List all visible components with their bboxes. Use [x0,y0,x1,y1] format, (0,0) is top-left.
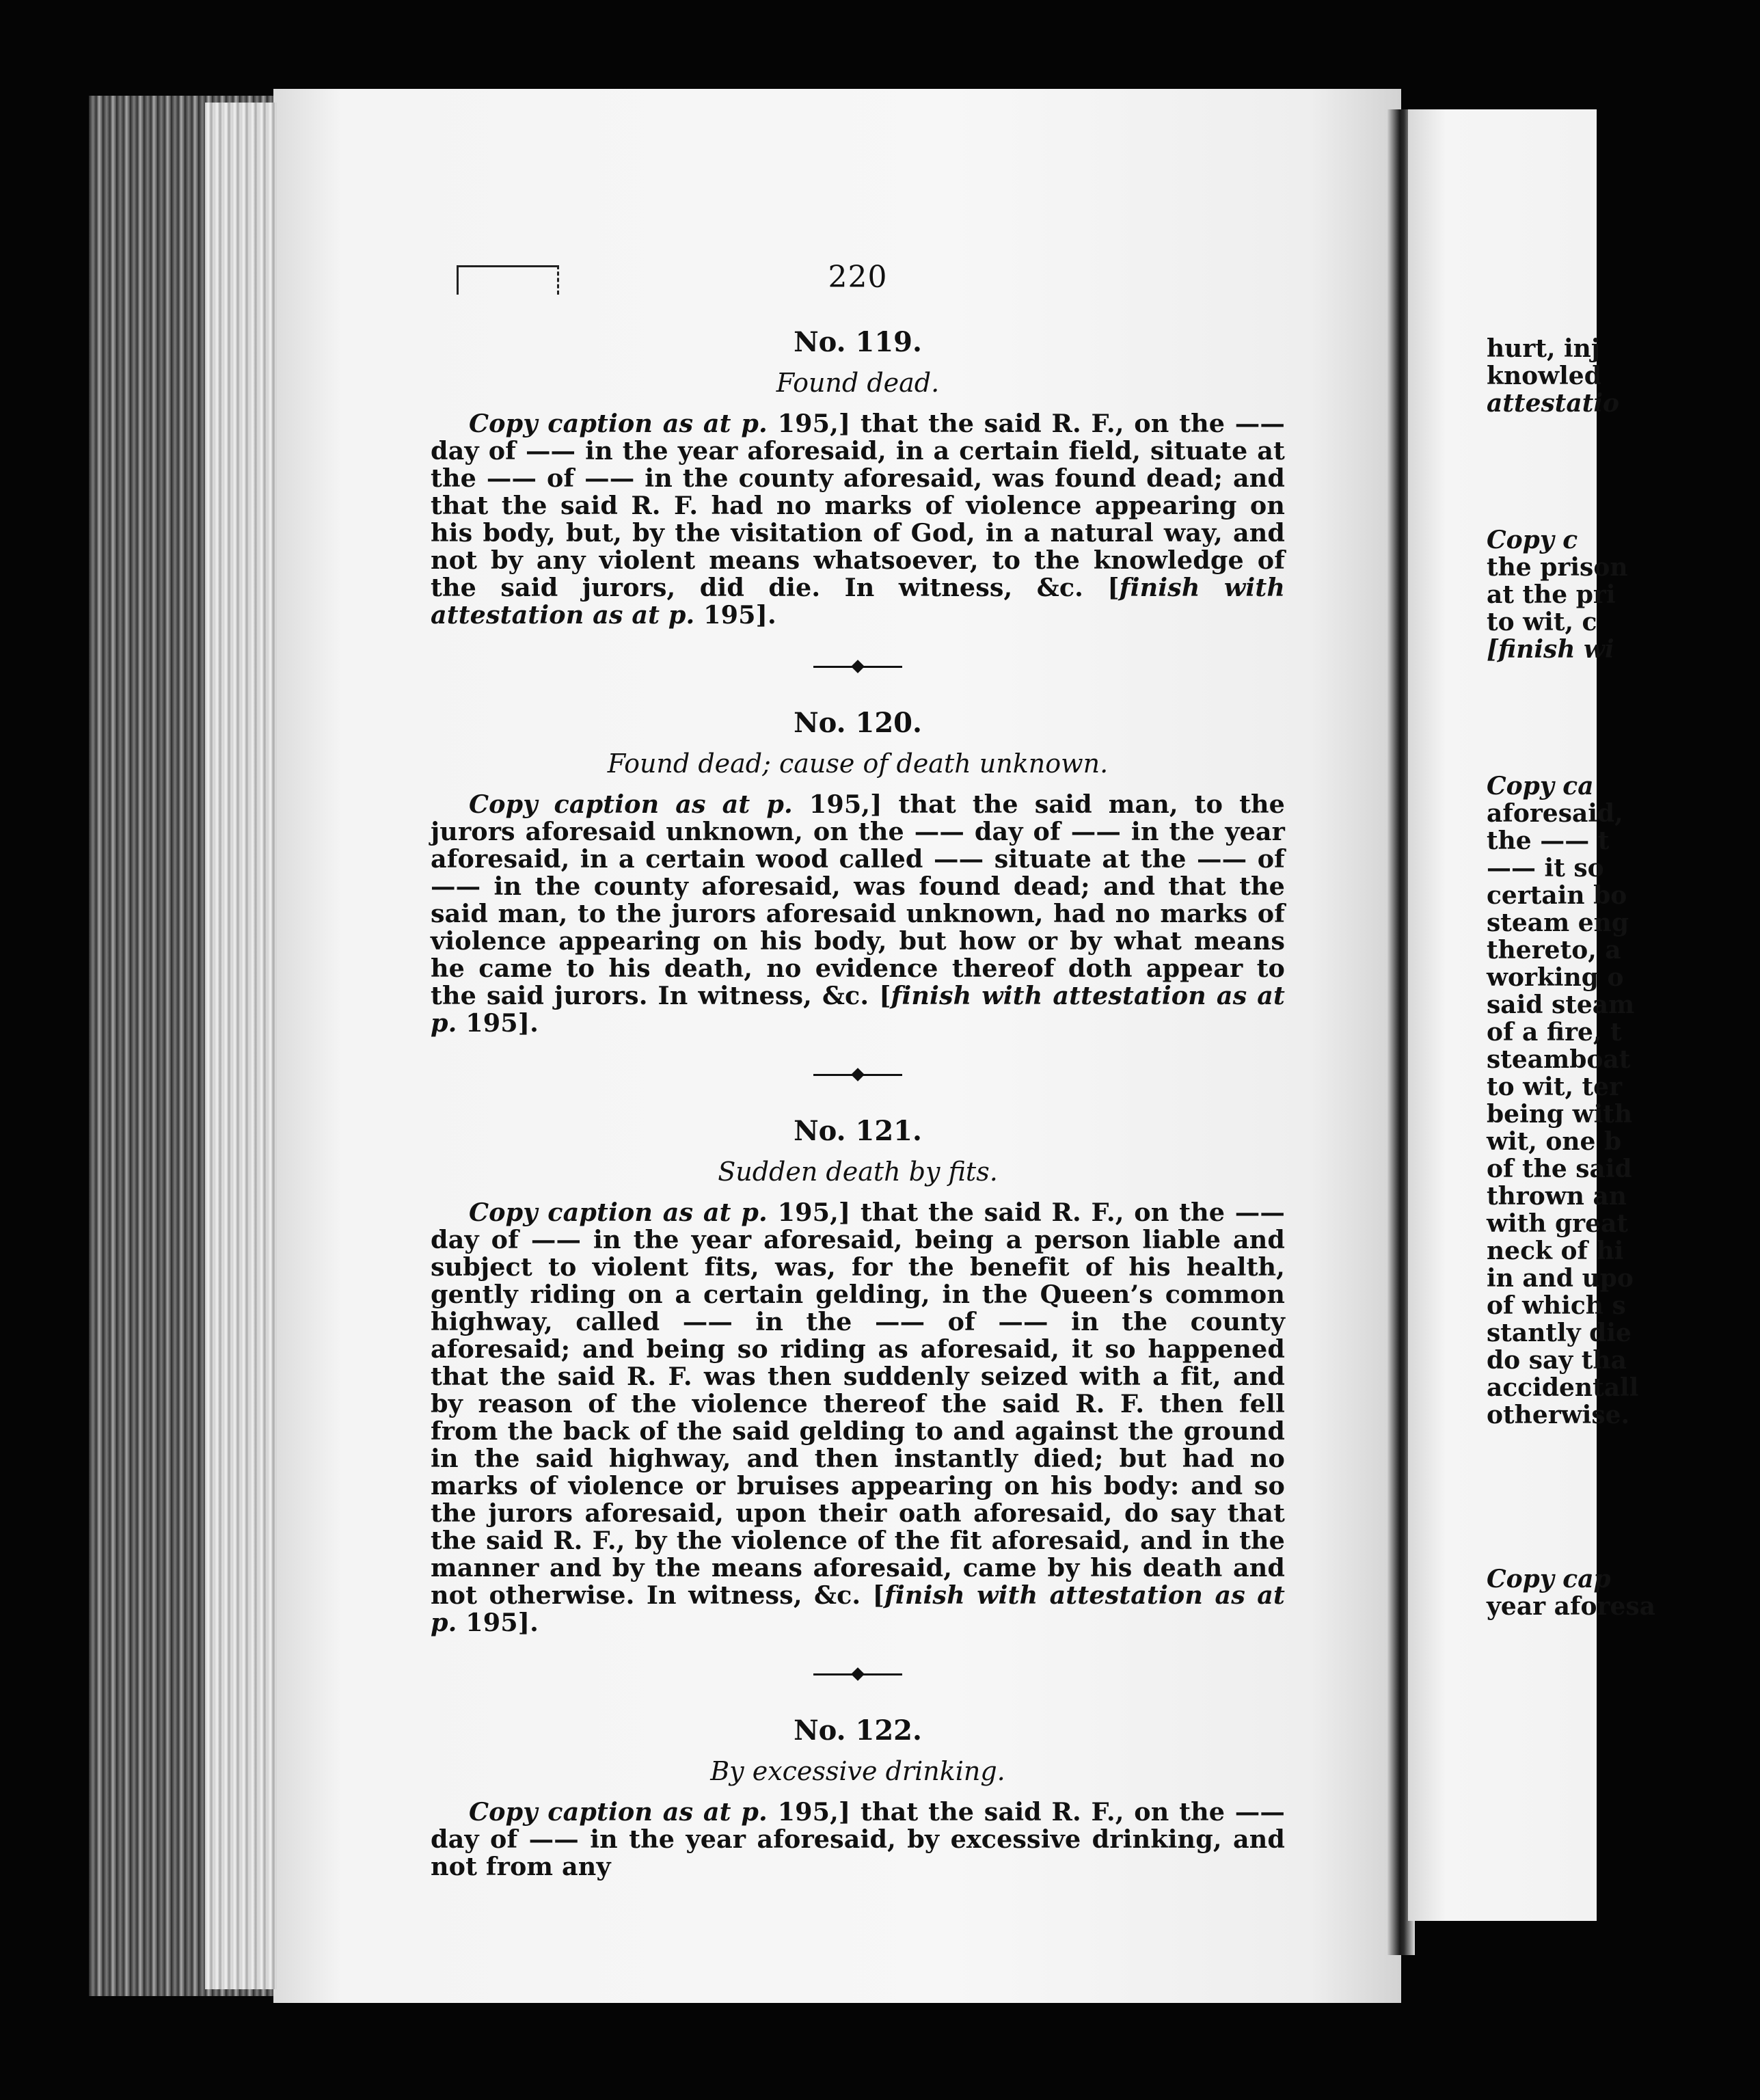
entry-122 [431,1714,1285,1881]
entry-120 [431,707,1285,1037]
right-page-line: —— it so [1487,854,1604,883]
entry-title: Found dead. [776,368,940,398]
entry-body [431,1799,1285,1881]
section-divider [813,1064,902,1085]
right-page-line: being with [1487,1100,1633,1129]
entry-121 [431,1115,1285,1637]
entry-tail: 195]. [457,1608,539,1637]
right-page-line: steam eng [1487,908,1629,937]
right-page-line: of which s [1487,1291,1626,1320]
entry-lead: Copy caption as at p. [469,1797,768,1827]
right-page-line: working o [1487,963,1624,992]
right-page-line: to wit, c [1487,608,1597,636]
right-page-line: steamboat [1487,1045,1631,1074]
entry-lead: Copy caption as at p. [469,409,768,438]
right-page-line: do say tha [1487,1346,1627,1375]
right-page-line: attestatio [1487,389,1620,418]
entry-number: No. 120. [794,707,922,739]
right-page-line: of a fire, t [1487,1018,1622,1047]
right-page-line: otherwise. [1487,1401,1630,1429]
right-page-line: to wit, ter [1487,1073,1623,1101]
right-page-line: year aforesa [1487,1592,1655,1621]
entry-text: 195,] that the said R. F., on the —— day of —— in the year aforesaid, by excessive drinking, and not from any [431,1797,1286,1881]
entry-closing: finish with attestation as at p. [431,1580,1285,1637]
page-number: 220 [828,260,888,295]
entry-number: No. 119. [794,326,922,358]
entry-number: No. 121. [794,1115,922,1147]
entry-closing: finish with attestation as at p. [431,573,1285,630]
right-page-line: thereto, a [1487,936,1621,965]
entry-title: Sudden death by fits. [718,1157,998,1187]
entry-tail: 195]. [694,600,776,630]
entry-title: Found dead; cause of death unknown. [607,749,1109,779]
left-page-content [431,260,1285,1881]
entry-body [431,791,1285,1037]
right-page-line: Copy cap [1487,1565,1611,1593]
section-divider [813,1664,902,1684]
right-page-line: in and upo [1487,1264,1634,1293]
right-page-line: stantly die [1487,1319,1632,1347]
entry-text: 195,] that the said man, to the jurors aforesaid unknown, on the —— day of —— in the year aforesaid, in a certain wood called —— situate at the —— of —— in the county aforesaid, was found dead; and that the said man, to the jurors aforesaid unknown, had no marks of violence appearing on his body, but how or by what means he came to his death, no evidence thereof doth appear to the said jurors. In witness, &c. [ [431,790,1285,1010]
right-page-line: knowled [1487,362,1601,390]
right-page-line: Copy c [1487,526,1578,554]
entry-number: No. 122. [794,1714,922,1747]
right-page-line: said steam [1487,991,1635,1019]
right-page-line: accidentall [1487,1373,1639,1402]
right-page-line: neck of hi [1487,1237,1624,1265]
page-stack-edges-light [205,103,277,1989]
entry-text: 195,] that the said R. F., on the —— day of —— in the year aforesaid, in a certain field, situate at the —— of —— in the county aforesaid, was found dead; and that the said R. F. had no marks of violence appearing on his body, but, by the visitation of God, in a natural way, and not by any violent means whatsoever, to the knowledge of the said jurors, did die. In witness, &c. [ [431,409,1286,602]
entry-body [431,1199,1285,1637]
right-page-line: thrown an [1487,1182,1627,1211]
right-page-line: the —— t [1487,826,1610,855]
entry-119 [431,326,1285,629]
right-page-line: at the pri [1487,580,1616,609]
entry-body [431,410,1285,629]
entry-text: 195,] that the said R. F., on the —— day of —— in the year aforesaid, being a person liable and subject to violent fits, was, for the benefit of his health, gently riding on a certain gelding, in the Queen’s common highway, called —— in the —— of —— in the county aforesaid; and being so riding as aforesaid, it so happened that the said R. F. was then suddenly seized with a fit, and by reason of the violence thereof the said R. F. then fell from the back of the said gelding to and against the ground in the said highway, and then instantly died; but had no marks of violence or bruises appearing on his body: and so the jurors aforesaid, upon their oath aforesaid, do say that the said R. F., by the violence of the fit aforesaid, and in the manner and by the means aforesaid, came by his death and not otherwise. In witness, &c. [ [431,1198,1286,1610]
right-page-line: wit, one b [1487,1127,1622,1156]
entry-lead: Copy caption as at p. [469,1198,768,1227]
right-page-line: Copy ca [1487,772,1594,800]
right-page [1408,109,1655,1921]
entry-lead: Copy caption as at p. [469,790,793,819]
right-page-line: [finish wi [1487,635,1614,664]
right-page-line: of the said [1487,1155,1632,1183]
entry-title: By excessive drinking. [710,1756,1005,1786]
right-page-line: the prison [1487,553,1628,582]
right-page-line: aforesaid, [1487,799,1623,828]
section-divider [813,656,902,677]
right-page-line: with great [1487,1209,1628,1238]
entry-closing: finish with attestation as at p. [431,981,1285,1038]
right-page-line: certain bo [1487,881,1627,910]
entry-tail: 195]. [457,1008,539,1038]
right-page-line: hurt, inj [1487,334,1600,363]
